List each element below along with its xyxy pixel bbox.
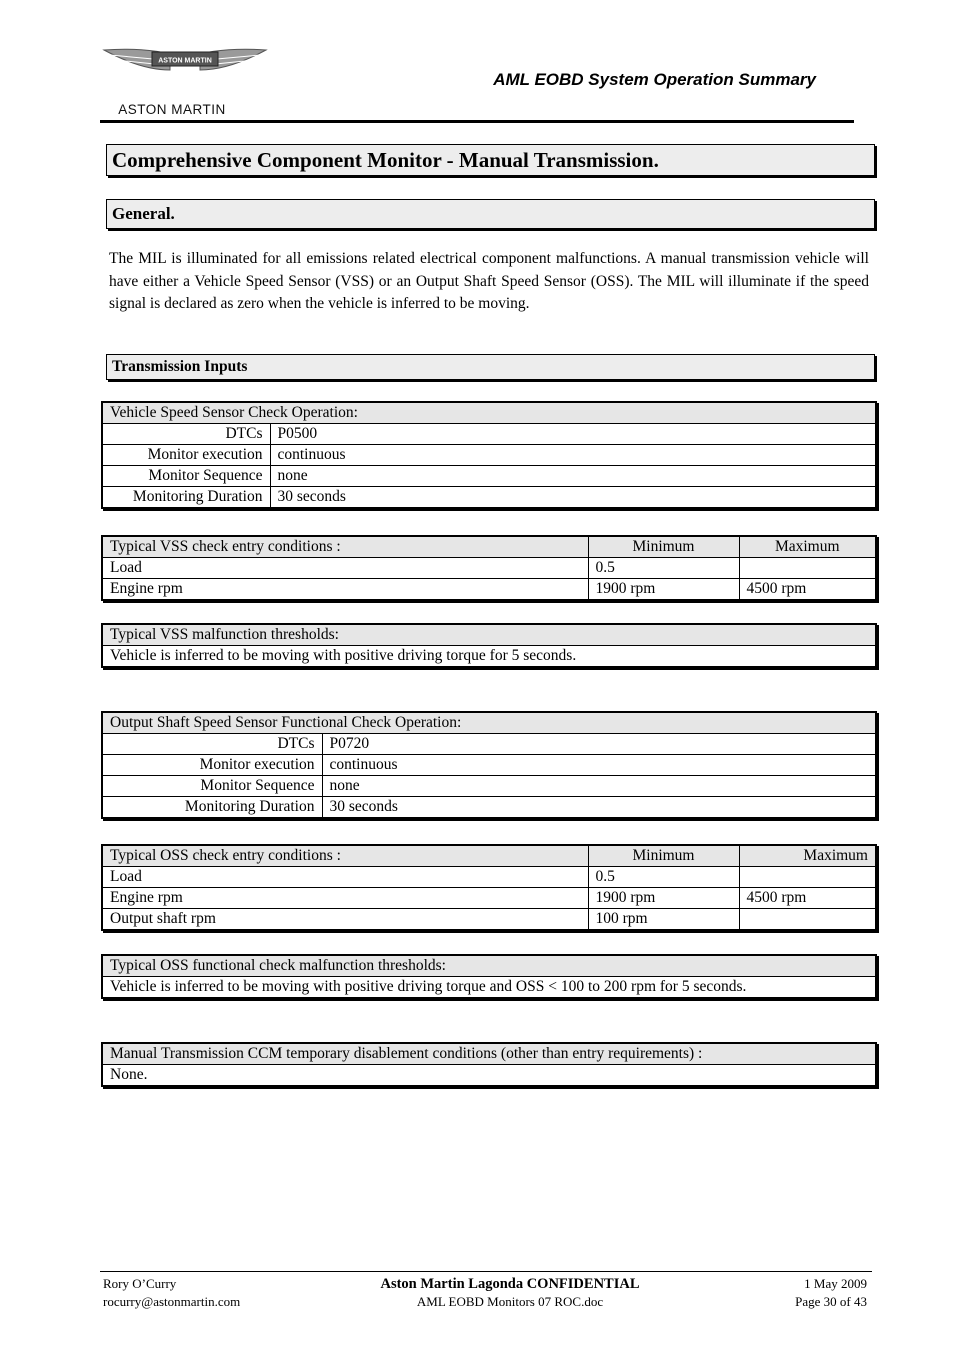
oss-check-table: [101, 711, 877, 819]
table-row: [102, 867, 876, 888]
param-cell: Load: [102, 558, 588, 579]
max-cell: [739, 558, 876, 579]
header-rule: [100, 120, 854, 123]
min-cell: 0.5: [588, 558, 739, 579]
section-title-general-text: General.: [112, 204, 175, 223]
row-label: Monitor execution: [102, 445, 270, 466]
wings-logo-icon: [100, 40, 270, 120]
table-row: [102, 424, 876, 445]
row-value: continuous: [322, 755, 876, 776]
table-row: [102, 909, 876, 931]
min-cell: 1900 rpm: [588, 888, 739, 909]
min-cell: 100 rpm: [588, 909, 739, 931]
min-cell: 1900 rpm: [588, 579, 739, 601]
footer-left: [103, 1275, 240, 1311]
logo-badge-text: ASTON MARTIN: [158, 57, 212, 65]
vss-entry-title: Typical VSS check entry conditions :: [102, 536, 588, 558]
vss-check-title: Vehicle Speed Sensor Check Operation:: [102, 402, 876, 424]
table-row: [102, 797, 876, 819]
oss-malfunction-text: Vehicle is inferred to be moving with positive driving torque and OSS < 100 to 200 rpm for 5 seconds.: [102, 977, 876, 999]
section-title-inputs: [106, 354, 875, 380]
row-value: none: [322, 776, 876, 797]
table-header-row: [102, 1043, 876, 1065]
table-header-row: [102, 955, 876, 977]
param-cell: Load: [102, 867, 588, 888]
disablement-title: Manual Transmission CCM temporary disablement conditions (other than entry requirements) :: [102, 1043, 876, 1065]
oss-entry-title: Typical OSS check entry conditions :: [102, 845, 588, 867]
row-label: DTCs: [102, 424, 270, 445]
vss-malfunction-text: Vehicle is inferred to be moving with positive driving torque for 5 seconds.: [102, 646, 876, 668]
row-value: continuous: [270, 445, 876, 466]
table-row: [102, 734, 876, 755]
vss-malfunction-title: Typical VSS malfunction thresholds:: [102, 624, 876, 646]
row-value: P0720: [322, 734, 876, 755]
footer-page: Page 30 of 43: [795, 1294, 867, 1309]
vss-malfunction-table: [101, 623, 877, 668]
section-title-general: [106, 199, 875, 229]
section-title-main: [106, 144, 875, 176]
footer-email: rocurry@astonmartin.com: [103, 1294, 241, 1309]
param-cell: Output shaft rpm: [102, 909, 588, 931]
table-row: [102, 755, 876, 776]
table-row: [102, 466, 876, 487]
maximum-header: Maximum: [739, 845, 876, 867]
oss-malfunction-title: Typical OSS functional check malfunction thresholds:: [102, 955, 876, 977]
oss-check-title: Output Shaft Speed Sensor Functional Check Operation:: [102, 712, 876, 734]
table-row: [102, 579, 876, 601]
row-value: P0500: [270, 424, 876, 445]
disablement-table: [101, 1042, 877, 1087]
row-label: Monitor Sequence: [102, 776, 322, 797]
table-row: [102, 646, 876, 668]
row-label: Monitoring Duration: [102, 487, 270, 509]
max-cell: 4500 rpm: [739, 579, 876, 601]
footer-confidential: Aston Martin Lagonda CONFIDENTIAL: [380, 1276, 640, 1292]
minimum-header: Minimum: [588, 536, 739, 558]
min-cell: 0.5: [588, 867, 739, 888]
footer-center: [300, 1275, 720, 1311]
vss-check-table: [101, 401, 877, 509]
aston-martin-logo: [100, 40, 270, 120]
general-paragraph: The MIL is illuminated for all emissions related electrical component malfunctions. A manual transmission vehicle will have either a Vehicle Speed Sensor (VSS) or an Output Shaft Speed Sensor (OSS). The MIL will illuminate if the speed signal is declared as zero when the vehicle is inferred to be moving.: [109, 250, 869, 313]
table-row: [102, 1065, 876, 1087]
param-cell: Engine rpm: [102, 888, 588, 909]
row-value: 30 seconds: [270, 487, 876, 509]
section-title-main-text: Comprehensive Component Monitor - Manual Transmission.: [112, 147, 659, 172]
row-value: none: [270, 466, 876, 487]
oss-entry-table: [101, 844, 877, 931]
table-row: [102, 888, 876, 909]
table-header-row: [102, 845, 876, 867]
vss-entry-table: [101, 535, 877, 601]
row-label: DTCs: [102, 734, 322, 755]
table-row: [102, 977, 876, 999]
row-label: Monitor execution: [102, 755, 322, 776]
max-cell: [739, 909, 876, 931]
disablement-text: None.: [102, 1065, 876, 1087]
logo-wordmark: ASTON MARTIN: [118, 102, 226, 117]
table-row: [102, 776, 876, 797]
table-row: [102, 558, 876, 579]
maximum-header: Maximum: [739, 536, 876, 558]
section-title-inputs-text: Transmission Inputs: [112, 358, 248, 375]
row-label: Monitoring Duration: [102, 797, 322, 819]
footer-date: 1 May 2009: [804, 1276, 867, 1291]
table-row: [102, 487, 876, 509]
row-value: 30 seconds: [322, 797, 876, 819]
table-row: [102, 445, 876, 466]
minimum-header: Minimum: [588, 845, 739, 867]
param-cell: Engine rpm: [102, 579, 588, 601]
table-header-row: [102, 402, 876, 424]
oss-malfunction-table: [101, 954, 877, 999]
table-header-row: [102, 712, 876, 734]
max-cell: 4500 rpm: [739, 888, 876, 909]
footer-rule: [100, 1271, 872, 1272]
document-title: AML EOBD System Operation Summary: [493, 70, 816, 89]
footer-author: Rory O’Curry: [103, 1276, 177, 1291]
table-header-row: [102, 536, 876, 558]
row-label: Monitor Sequence: [102, 466, 270, 487]
footer-right: [795, 1275, 867, 1311]
max-cell: [739, 867, 876, 888]
footer-filename: AML EOBD Monitors 07 ROC.doc: [416, 1294, 604, 1309]
table-header-row: [102, 624, 876, 646]
